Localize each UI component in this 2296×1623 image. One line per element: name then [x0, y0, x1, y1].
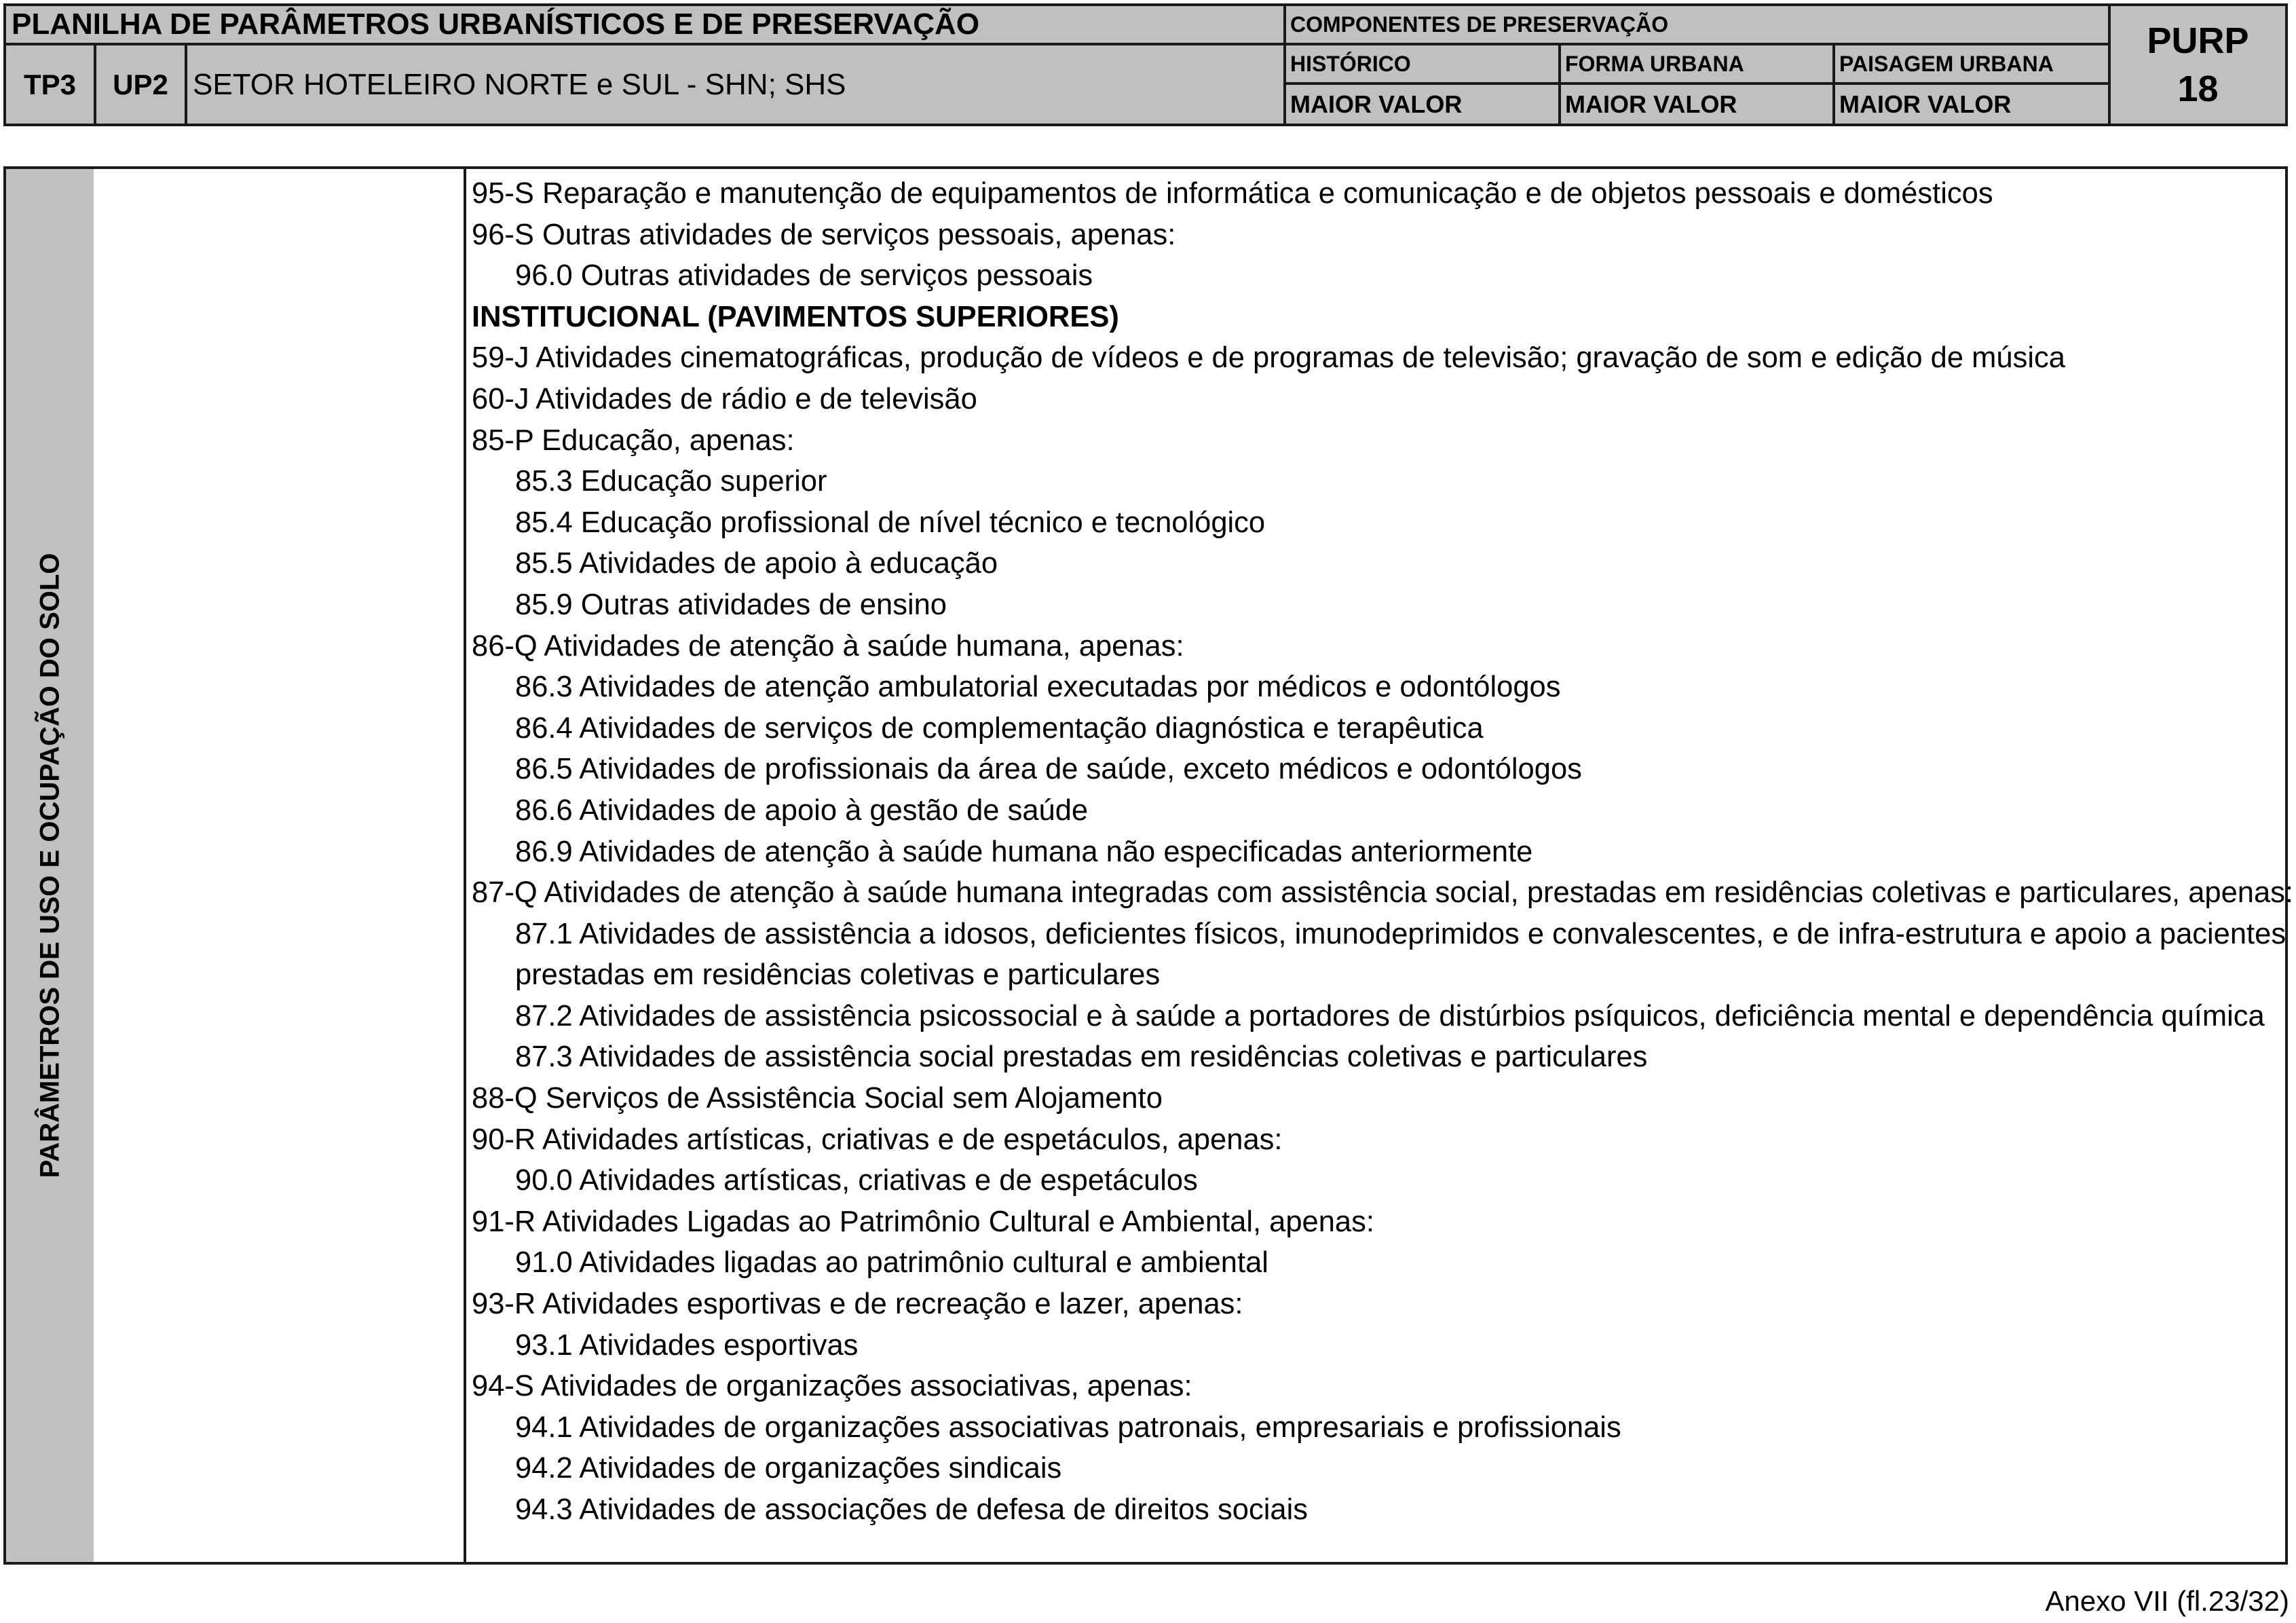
activity-line: 96-S Outras atividades de serviços pessoais, apenas: — [472, 218, 1176, 251]
sector-name: SETOR HOTELEIRO NORTE e SUL - SHN; SHS — [185, 43, 1286, 126]
activity-line: 86.9 Atividades de atenção à saúde humana não especificadas anteriormente — [515, 835, 1533, 868]
activities-list — [464, 166, 2294, 1565]
activity-line: 85.5 Atividades de apoio à educação — [515, 547, 998, 580]
activity-line: 85.3 Educação superior — [515, 465, 827, 498]
activity-line: 85.9 Outras atividades de ensino — [515, 588, 947, 621]
up-code: UP2 — [94, 43, 187, 126]
activity-line: 94-S Atividades de organizações associativas, apenas: — [472, 1370, 1192, 1403]
activity-line: 88-Q Serviços de Assistência Social sem Alojamento — [472, 1082, 1163, 1115]
side-label: PARÂMETROS DE USO E OCUPAÇÃO DO SOLO — [35, 553, 64, 1178]
sheet-title: PLANILHA DE PARÂMETROS URBANÍSTICOS E DE PRESERVAÇÃO — [3, 3, 1286, 45]
component-paisagem-urbana-value: MAIOR VALOR — [1832, 82, 2111, 126]
activity-line: 87.1 Atividades de assistência a idosos, deficientes físicos, imunodeprimidos e convalescentes, e de infra-estrutura e apoio a pacientes — [515, 917, 2286, 950]
annex-footer: Anexo VII (fl.23/32) — [2045, 1585, 2289, 1617]
activity-line: 96.0 Outras atividades de serviços pessoais — [515, 259, 1093, 293]
land-use-section — [3, 166, 2294, 1565]
activity-line: 94.1 Atividades de organizações associativas patronais, empresariais e profissionais — [515, 1411, 1621, 1444]
activity-line: 87.3 Atividades de assistência social prestadas em residências coletivas e particulares — [515, 1041, 1648, 1074]
activity-line: 87.2 Atividades de assistência psicossocial e à saúde a portadores de distúrbios psíquicos, deficiência mental e dependência química — [515, 999, 2265, 1032]
activity-line: 90-R Atividades artísticas, criativas e de espetáculos, apenas: — [472, 1123, 1283, 1156]
activity-line: 59-J Atividades cinematográficas, produção de vídeos e de programas de televisão; gravação de som e edição de música — [472, 341, 2065, 375]
component-paisagem-urbana-label: PAISAGEM URBANA — [1832, 43, 2111, 85]
activity-line: 85.4 Educação profissional de nível técnico e tecnológico — [515, 506, 1266, 539]
side-label-column — [3, 166, 96, 1565]
activity-line: 86.3 Atividades de atenção ambulatorial executadas por médicos e odontólogos — [515, 671, 1561, 704]
component-historico-label: HISTÓRICO — [1283, 43, 1561, 85]
activity-line: prestadas em residências coletivas e particulares — [515, 958, 1161, 992]
purp-badge — [2108, 3, 2288, 126]
activity-line: 87-Q Atividades de atenção à saúde humana integradas com assistência social, prestadas em residências coletivas e particulares, apenas: — [472, 876, 2294, 910]
component-forma-urbana-value: MAIOR VALOR — [1558, 82, 1835, 126]
activity-line: 86.6 Atividades de apoio à gestão de saúde — [515, 794, 1089, 827]
activity-line: 90.0 Atividades artísticas, criativas e de espetáculos — [515, 1164, 1198, 1197]
component-historico-value: MAIOR VALOR — [1283, 82, 1561, 126]
header-table — [3, 3, 2288, 126]
purp-label: PURP — [2147, 20, 2249, 62]
component-forma-urbana-label: FORMA URBANA — [1558, 43, 1835, 85]
activity-line: 95-S Reparação e manutenção de equipamentos de informática e comunicação e de objetos pessoais e domésticos — [472, 177, 1993, 210]
activity-line: 93.1 Atividades esportivas — [515, 1328, 859, 1362]
activity-line: 94.2 Atividades de organizações sindicais — [515, 1452, 1062, 1485]
activity-line: 93-R Atividades esportivas e de recreação e lazer, apenas: — [472, 1288, 1243, 1321]
activity-line: 86-Q Atividades de atenção à saúde humana, apenas: — [472, 629, 1184, 663]
activity-line: 85-P Educação, apenas: — [472, 424, 795, 457]
category-heading: INSTITUCIONAL (PAVIMENTOS SUPERIORES) — [472, 300, 1119, 333]
preservation-components-title: COMPONENTES DE PRESERVAÇÃO — [1283, 3, 2111, 45]
blank-column — [94, 166, 466, 1565]
tp-code: TP3 — [3, 43, 96, 126]
activity-line: 91.0 Atividades ligadas ao patrimônio cultural e ambiental — [515, 1246, 1268, 1280]
purp-number: 18 — [2177, 68, 2219, 109]
activity-line: 91-R Atividades Ligadas ao Patrimônio Cultural e Ambiental, apenas: — [472, 1205, 1374, 1238]
activity-line: 86.5 Atividades de profissionais da área de saúde, exceto médicos e odontólogos — [515, 753, 1582, 786]
activity-line: 94.3 Atividades de associações de defesa de direitos sociais — [515, 1493, 1308, 1526]
activity-line: 60-J Atividades de rádio e de televisão — [472, 382, 977, 415]
activity-line: 86.4 Atividades de serviços de complementação diagnóstica e terapêutica — [515, 711, 1484, 745]
